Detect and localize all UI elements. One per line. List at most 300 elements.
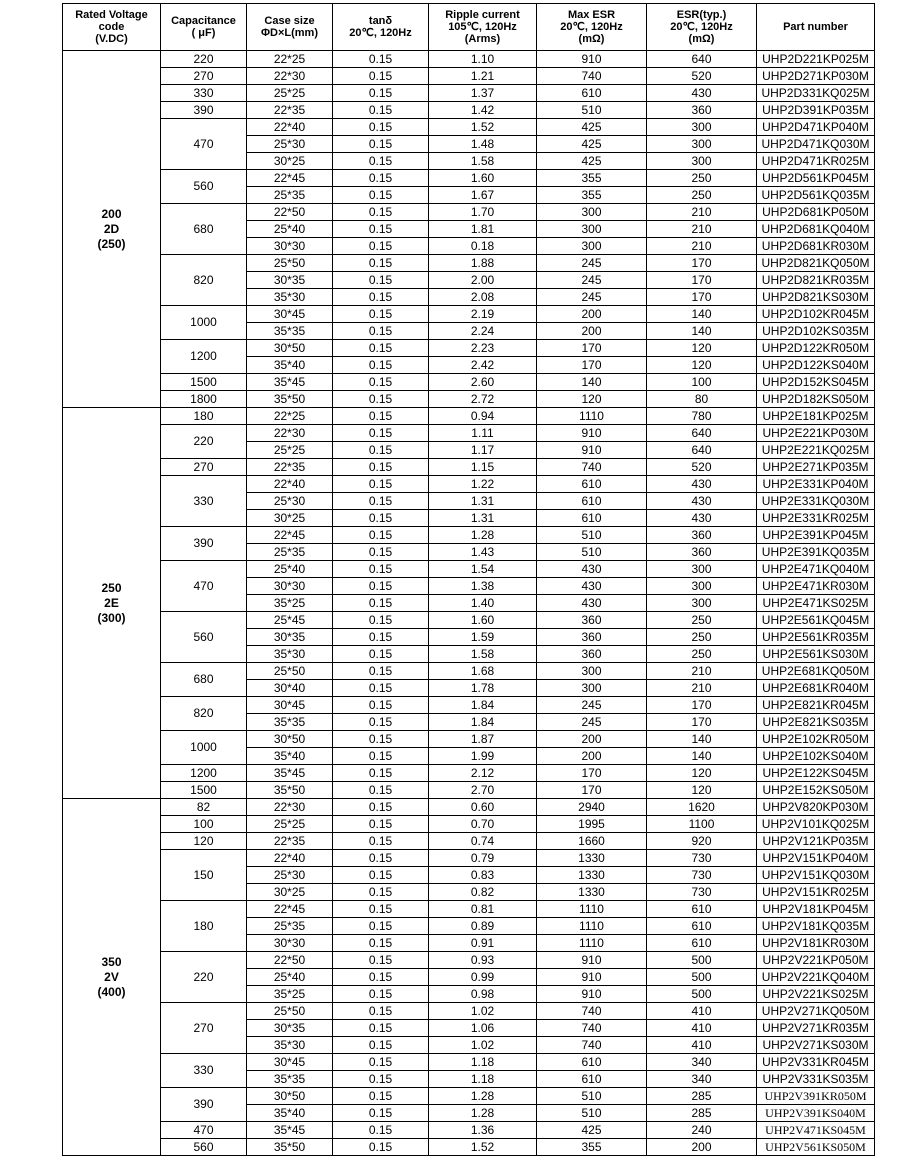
- ripple-current-cell: 1.31: [429, 493, 537, 510]
- ripple-current-cell: 1.11: [429, 425, 537, 442]
- capacitance-cell: 820: [161, 255, 247, 306]
- rated-voltage-line: 200: [101, 206, 122, 221]
- ripple-current-cell: 0.81: [429, 901, 537, 918]
- case-size-cell: 22*35: [247, 102, 333, 119]
- esr-typ-cell: 430: [647, 510, 757, 527]
- case-size-cell: 25*50: [247, 255, 333, 272]
- capacitance-cell: 470: [161, 561, 247, 612]
- part-number-cell: UHP2E821KR045M: [757, 697, 875, 714]
- part-number-cell: UHP2E221KQ025M: [757, 442, 875, 459]
- max-esr-cell: 1110: [537, 935, 647, 952]
- case-size-cell: 25*35: [247, 544, 333, 561]
- ripple-current-cell: 1.31: [429, 510, 537, 527]
- tan-delta-cell: 0.15: [333, 612, 429, 629]
- max-esr-cell: 360: [537, 612, 647, 629]
- max-esr-cell: 245: [537, 714, 647, 731]
- ripple-current-cell: 1.22: [429, 476, 537, 493]
- part-number-cell: UHP2E391KQ035M: [757, 544, 875, 561]
- max-esr-cell: 430: [537, 578, 647, 595]
- tan-delta-cell: 0.15: [333, 170, 429, 187]
- rated-voltage-cell: [63, 799, 161, 1156]
- table-row: [63, 476, 875, 493]
- capacitance-cell: 220: [161, 425, 247, 459]
- capacitance-cell: 100: [161, 816, 247, 833]
- part-number-cell: UHP2D821KR035M: [757, 272, 875, 289]
- ripple-current-cell: 0.89: [429, 918, 537, 935]
- esr-typ-cell: 140: [647, 306, 757, 323]
- part-number-cell: UHP2D561KP045M: [757, 170, 875, 187]
- max-esr-cell: 2940: [537, 799, 647, 816]
- capacitance-cell: 560: [161, 612, 247, 663]
- case-size-cell: 30*25: [247, 884, 333, 901]
- part-number-cell: UHP2D471KQ030M: [757, 136, 875, 153]
- max-esr-cell: 425: [537, 119, 647, 136]
- table-row: [63, 1139, 875, 1156]
- case-size-cell: 25*40: [247, 969, 333, 986]
- table-header: [63, 4, 875, 51]
- case-size-cell: 22*30: [247, 425, 333, 442]
- tan-delta-cell: 0.15: [333, 459, 429, 476]
- esr-typ-cell: 410: [647, 1020, 757, 1037]
- case-size-cell: 35*50: [247, 782, 333, 799]
- header-tan-delta-line: 20℃, 120Hz: [349, 27, 412, 39]
- esr-typ-cell: 520: [647, 459, 757, 476]
- case-size-cell: 35*50: [247, 1139, 333, 1156]
- part-number-cell: UHP2V561KS050M: [757, 1139, 875, 1156]
- header-esr-typ-line: 20℃, 120Hz: [670, 21, 733, 33]
- ripple-current-cell: 1.10: [429, 51, 537, 68]
- table-row: [63, 68, 875, 85]
- tan-delta-cell: 0.15: [333, 408, 429, 425]
- tan-delta-cell: 0.15: [333, 187, 429, 204]
- max-esr-cell: 355: [537, 170, 647, 187]
- case-size-cell: 25*30: [247, 867, 333, 884]
- esr-typ-cell: 300: [647, 153, 757, 170]
- capacitor-spec-table: [62, 3, 875, 1156]
- ripple-current-cell: 0.99: [429, 969, 537, 986]
- ripple-current-cell: 1.84: [429, 697, 537, 714]
- part-number-cell: UHP2D821KS030M: [757, 289, 875, 306]
- table-row: [63, 1088, 875, 1105]
- case-size-cell: 35*30: [247, 1037, 333, 1054]
- case-size-cell: 30*50: [247, 340, 333, 357]
- header-ripple-current-line: Ripple current: [445, 9, 520, 21]
- max-esr-cell: 740: [537, 68, 647, 85]
- case-size-cell: 25*40: [247, 561, 333, 578]
- part-number-cell: UHP2V331KR045M: [757, 1054, 875, 1071]
- case-size-cell: 22*25: [247, 51, 333, 68]
- case-size-cell: 25*50: [247, 1003, 333, 1020]
- part-number-cell: UHP2V391KS040M: [757, 1105, 875, 1122]
- case-size-cell: 30*45: [247, 1054, 333, 1071]
- case-size-cell: 30*45: [247, 306, 333, 323]
- ripple-current-cell: 0.70: [429, 816, 537, 833]
- max-esr-cell: 740: [537, 1037, 647, 1054]
- tan-delta-cell: 0.15: [333, 969, 429, 986]
- case-size-cell: 35*45: [247, 374, 333, 391]
- capacitance-cell: 390: [161, 102, 247, 119]
- tan-delta-cell: 0.15: [333, 442, 429, 459]
- part-number-cell: UHP2V181KQ035M: [757, 918, 875, 935]
- table-row: [63, 765, 875, 782]
- table-row: [63, 204, 875, 221]
- max-esr-cell: 910: [537, 425, 647, 442]
- tan-delta-cell: 0.15: [333, 850, 429, 867]
- ripple-current-cell: 1.67: [429, 187, 537, 204]
- tan-delta-cell: 0.15: [333, 918, 429, 935]
- max-esr-cell: 510: [537, 1105, 647, 1122]
- tan-delta-cell: 0.15: [333, 238, 429, 255]
- max-esr-cell: 200: [537, 748, 647, 765]
- esr-typ-cell: 170: [647, 697, 757, 714]
- part-number-cell: UHP2V101KQ025M: [757, 816, 875, 833]
- tan-delta-cell: 0.15: [333, 884, 429, 901]
- case-size-cell: 22*45: [247, 170, 333, 187]
- max-esr-cell: 1995: [537, 816, 647, 833]
- part-number-cell: UHP2E271KP035M: [757, 459, 875, 476]
- part-number-cell: UHP2V331KS035M: [757, 1071, 875, 1088]
- header-tan-delta: [333, 4, 429, 51]
- ripple-current-cell: 1.60: [429, 170, 537, 187]
- tan-delta-cell: 0.15: [333, 306, 429, 323]
- rated-voltage-line: 2D: [103, 221, 120, 236]
- esr-typ-cell: 430: [647, 476, 757, 493]
- ripple-current-cell: 1.18: [429, 1054, 537, 1071]
- case-size-cell: 22*40: [247, 119, 333, 136]
- tan-delta-cell: 0.15: [333, 578, 429, 595]
- capacitance-cell: 560: [161, 170, 247, 204]
- esr-typ-cell: 250: [647, 646, 757, 663]
- part-number-cell: UHP2V221KQ040M: [757, 969, 875, 986]
- max-esr-cell: 510: [537, 544, 647, 561]
- esr-typ-cell: 250: [647, 629, 757, 646]
- capacitance-cell: 820: [161, 697, 247, 731]
- ripple-current-cell: 2.12: [429, 765, 537, 782]
- esr-typ-cell: 640: [647, 51, 757, 68]
- part-number-cell: UHP2V181KP045M: [757, 901, 875, 918]
- esr-typ-cell: 780: [647, 408, 757, 425]
- part-number-cell: UHP2D391KP035M: [757, 102, 875, 119]
- ripple-current-cell: 1.68: [429, 663, 537, 680]
- capacitance-cell: 270: [161, 68, 247, 85]
- case-size-cell: 25*35: [247, 187, 333, 204]
- part-number-cell: UHP2V471KS045M: [757, 1122, 875, 1139]
- table-row: [63, 85, 875, 102]
- case-size-cell: 35*30: [247, 289, 333, 306]
- part-number-cell: UHP2E122KS045M: [757, 765, 875, 782]
- part-number-cell: UHP2V151KP040M: [757, 850, 875, 867]
- esr-typ-cell: 300: [647, 119, 757, 136]
- tan-delta-cell: 0.15: [333, 935, 429, 952]
- tan-delta-cell: 0.15: [333, 85, 429, 102]
- capacitance-cell: 1000: [161, 731, 247, 765]
- ripple-current-cell: 1.18: [429, 1071, 537, 1088]
- capacitance-cell: 330: [161, 476, 247, 527]
- rated-voltage-line: (300): [97, 610, 126, 625]
- ripple-current-cell: 1.48: [429, 136, 537, 153]
- part-number-cell: UHP2V271KR035M: [757, 1020, 875, 1037]
- header-row: [63, 4, 875, 51]
- ripple-current-cell: 0.91: [429, 935, 537, 952]
- part-number-cell: UHP2E331KQ030M: [757, 493, 875, 510]
- part-number-cell: UHP2D561KQ035M: [757, 187, 875, 204]
- table-row: [63, 255, 875, 272]
- ripple-current-cell: 1.02: [429, 1037, 537, 1054]
- case-size-cell: 25*50: [247, 663, 333, 680]
- tan-delta-cell: 0.15: [333, 391, 429, 408]
- max-esr-cell: 170: [537, 340, 647, 357]
- ripple-current-cell: 1.36: [429, 1122, 537, 1139]
- table-row: [63, 833, 875, 850]
- capacitance-cell: 330: [161, 85, 247, 102]
- esr-typ-cell: 210: [647, 238, 757, 255]
- part-number-cell: UHP2D471KR025M: [757, 153, 875, 170]
- part-number-cell: UHP2D102KR045M: [757, 306, 875, 323]
- tan-delta-cell: 0.15: [333, 714, 429, 731]
- esr-typ-cell: 170: [647, 255, 757, 272]
- max-esr-cell: 120: [537, 391, 647, 408]
- tan-delta-cell: 0.15: [333, 476, 429, 493]
- tan-delta-cell: 0.15: [333, 153, 429, 170]
- ripple-current-cell: 1.87: [429, 731, 537, 748]
- part-number-cell: UHP2D681KR030M: [757, 238, 875, 255]
- capacitance-cell: 390: [161, 1088, 247, 1122]
- part-number-cell: UHP2D102KS035M: [757, 323, 875, 340]
- max-esr-cell: 170: [537, 782, 647, 799]
- ripple-current-cell: 1.42: [429, 102, 537, 119]
- esr-typ-cell: 360: [647, 102, 757, 119]
- part-number-cell: UHP2E181KP025M: [757, 408, 875, 425]
- esr-typ-cell: 300: [647, 595, 757, 612]
- esr-typ-cell: 610: [647, 918, 757, 935]
- esr-typ-cell: 410: [647, 1003, 757, 1020]
- max-esr-cell: 610: [537, 1071, 647, 1088]
- ripple-current-cell: 0.98: [429, 986, 537, 1003]
- case-size-cell: 30*45: [247, 697, 333, 714]
- ripple-current-cell: 1.58: [429, 153, 537, 170]
- header-rated-voltage: [63, 4, 161, 51]
- case-size-cell: 30*35: [247, 1020, 333, 1037]
- tan-delta-cell: 0.15: [333, 425, 429, 442]
- tan-delta-cell: 0.15: [333, 527, 429, 544]
- max-esr-cell: 1330: [537, 884, 647, 901]
- max-esr-cell: 200: [537, 731, 647, 748]
- max-esr-cell: 200: [537, 323, 647, 340]
- rated-voltage-line: (400): [97, 984, 126, 999]
- tan-delta-cell: 0.15: [333, 493, 429, 510]
- esr-typ-cell: 430: [647, 85, 757, 102]
- capacitance-cell: 270: [161, 1003, 247, 1054]
- header-max-esr-line: (mΩ): [578, 33, 605, 45]
- max-esr-cell: 1660: [537, 833, 647, 850]
- part-number-cell: UHP2D331KQ025M: [757, 85, 875, 102]
- esr-typ-cell: 120: [647, 357, 757, 374]
- tan-delta-cell: 0.15: [333, 816, 429, 833]
- tan-delta-cell: 0.15: [333, 340, 429, 357]
- tan-delta-cell: 0.15: [333, 357, 429, 374]
- ripple-current-cell: 1.28: [429, 527, 537, 544]
- part-number-cell: UHP2E471KQ040M: [757, 561, 875, 578]
- max-esr-cell: 425: [537, 136, 647, 153]
- rated-voltage-line: 250: [101, 580, 122, 595]
- ripple-current-cell: 1.78: [429, 680, 537, 697]
- ripple-current-cell: 1.21: [429, 68, 537, 85]
- header-case-size-line: Case size: [264, 15, 315, 27]
- part-number-cell: UHP2D182KS050M: [757, 391, 875, 408]
- esr-typ-cell: 140: [647, 323, 757, 340]
- table-row: [63, 697, 875, 714]
- part-number-cell: UHP2V391KR050M: [757, 1088, 875, 1105]
- tan-delta-cell: 0.15: [333, 136, 429, 153]
- esr-typ-cell: 120: [647, 782, 757, 799]
- part-number-cell: UHP2E821KS035M: [757, 714, 875, 731]
- capacitance-cell: 150: [161, 850, 247, 901]
- max-esr-cell: 910: [537, 986, 647, 1003]
- esr-typ-cell: 300: [647, 136, 757, 153]
- esr-typ-cell: 80: [647, 391, 757, 408]
- header-part-number: [757, 4, 875, 51]
- part-number-cell: UHP2V221KS025M: [757, 986, 875, 1003]
- capacitance-cell: 120: [161, 833, 247, 850]
- max-esr-cell: 360: [537, 629, 647, 646]
- max-esr-cell: 610: [537, 493, 647, 510]
- ripple-current-cell: 0.60: [429, 799, 537, 816]
- ripple-current-cell: 1.59: [429, 629, 537, 646]
- case-size-cell: 35*25: [247, 595, 333, 612]
- header-capacitance-line: Capacitance: [171, 15, 236, 27]
- esr-typ-cell: 500: [647, 952, 757, 969]
- ripple-current-cell: 1.17: [429, 442, 537, 459]
- part-number-cell: UHP2V181KR030M: [757, 935, 875, 952]
- case-size-cell: 35*35: [247, 714, 333, 731]
- table-row: [63, 1054, 875, 1071]
- ripple-current-cell: 2.70: [429, 782, 537, 799]
- max-esr-cell: 300: [537, 221, 647, 238]
- part-number-cell: UHP2D122KS040M: [757, 357, 875, 374]
- esr-typ-cell: 285: [647, 1105, 757, 1122]
- part-number-cell: UHP2V271KQ050M: [757, 1003, 875, 1020]
- max-esr-cell: 425: [537, 153, 647, 170]
- table-row: [63, 1122, 875, 1139]
- case-size-cell: 22*50: [247, 204, 333, 221]
- part-number-cell: UHP2D152KS045M: [757, 374, 875, 391]
- case-size-cell: 30*30: [247, 935, 333, 952]
- table-row: [63, 663, 875, 680]
- ripple-current-cell: 1.52: [429, 119, 537, 136]
- ripple-current-cell: 0.74: [429, 833, 537, 850]
- esr-typ-cell: 1620: [647, 799, 757, 816]
- table-row: [63, 391, 875, 408]
- case-size-cell: 35*35: [247, 323, 333, 340]
- capacitance-cell: 1500: [161, 374, 247, 391]
- max-esr-cell: 1110: [537, 918, 647, 935]
- esr-typ-cell: 210: [647, 204, 757, 221]
- header-ripple-current: [429, 4, 537, 51]
- part-number-cell: UHP2D681KP050M: [757, 204, 875, 221]
- esr-typ-cell: 170: [647, 714, 757, 731]
- esr-typ-cell: 200: [647, 1139, 757, 1156]
- tan-delta-cell: 0.15: [333, 1122, 429, 1139]
- ripple-current-cell: 2.00: [429, 272, 537, 289]
- tan-delta-cell: 0.15: [333, 221, 429, 238]
- tan-delta-cell: 0.15: [333, 374, 429, 391]
- capacitance-cell: 1200: [161, 340, 247, 374]
- esr-typ-cell: 250: [647, 187, 757, 204]
- case-size-cell: 30*50: [247, 1088, 333, 1105]
- ripple-current-cell: 1.54: [429, 561, 537, 578]
- case-size-cell: 30*25: [247, 510, 333, 527]
- max-esr-cell: 170: [537, 765, 647, 782]
- esr-typ-cell: 210: [647, 663, 757, 680]
- part-number-cell: UHP2D221KP025M: [757, 51, 875, 68]
- header-max-esr-line: Max ESR: [567, 9, 616, 21]
- table-row: [63, 561, 875, 578]
- part-number-cell: UHP2D821KQ050M: [757, 255, 875, 272]
- esr-typ-cell: 250: [647, 170, 757, 187]
- max-esr-cell: 510: [537, 1088, 647, 1105]
- esr-typ-cell: 140: [647, 731, 757, 748]
- ripple-current-cell: 1.37: [429, 85, 537, 102]
- esr-typ-cell: 500: [647, 986, 757, 1003]
- part-number-cell: UHP2D471KP040M: [757, 119, 875, 136]
- header-rated-voltage-line: (V.DC): [95, 33, 128, 45]
- table-row: [63, 952, 875, 969]
- part-number-cell: UHP2E331KR025M: [757, 510, 875, 527]
- table-row: [63, 901, 875, 918]
- table-row: [63, 408, 875, 425]
- tan-delta-cell: 0.15: [333, 323, 429, 340]
- table-row: [63, 306, 875, 323]
- ripple-current-cell: 1.40: [429, 595, 537, 612]
- tan-delta-cell: 0.15: [333, 663, 429, 680]
- header-capacitance-line: ( μF): [191, 27, 216, 39]
- capacitance-cell: 220: [161, 51, 247, 68]
- tan-delta-cell: 0.15: [333, 646, 429, 663]
- max-esr-cell: 245: [537, 255, 647, 272]
- case-size-cell: 25*35: [247, 918, 333, 935]
- ripple-current-cell: 1.60: [429, 612, 537, 629]
- case-size-cell: 35*40: [247, 1105, 333, 1122]
- tan-delta-cell: 0.15: [333, 510, 429, 527]
- part-number-cell: UHP2E152KS050M: [757, 782, 875, 799]
- ripple-current-cell: 1.88: [429, 255, 537, 272]
- max-esr-cell: 245: [537, 289, 647, 306]
- esr-typ-cell: 1100: [647, 816, 757, 833]
- tan-delta-cell: 0.15: [333, 697, 429, 714]
- esr-typ-cell: 240: [647, 1122, 757, 1139]
- ripple-current-cell: 1.99: [429, 748, 537, 765]
- max-esr-cell: 170: [537, 357, 647, 374]
- part-number-cell: UHP2V151KR025M: [757, 884, 875, 901]
- case-size-cell: 22*35: [247, 459, 333, 476]
- esr-typ-cell: 170: [647, 272, 757, 289]
- table-row: [63, 374, 875, 391]
- capacitance-cell: 680: [161, 204, 247, 255]
- case-size-cell: 25*25: [247, 442, 333, 459]
- part-number-cell: UHP2D681KQ040M: [757, 221, 875, 238]
- esr-typ-cell: 285: [647, 1088, 757, 1105]
- part-number-cell: UHP2E331KP040M: [757, 476, 875, 493]
- tan-delta-cell: 0.15: [333, 1088, 429, 1105]
- ripple-current-cell: 0.82: [429, 884, 537, 901]
- case-size-cell: 35*50: [247, 391, 333, 408]
- rated-voltage-line: 2V: [104, 969, 119, 984]
- header-capacitance: [161, 4, 247, 51]
- table-row: [63, 51, 875, 68]
- esr-typ-cell: 640: [647, 442, 757, 459]
- part-number-cell: UHP2D271KP030M: [757, 68, 875, 85]
- capacitance-cell: 1200: [161, 765, 247, 782]
